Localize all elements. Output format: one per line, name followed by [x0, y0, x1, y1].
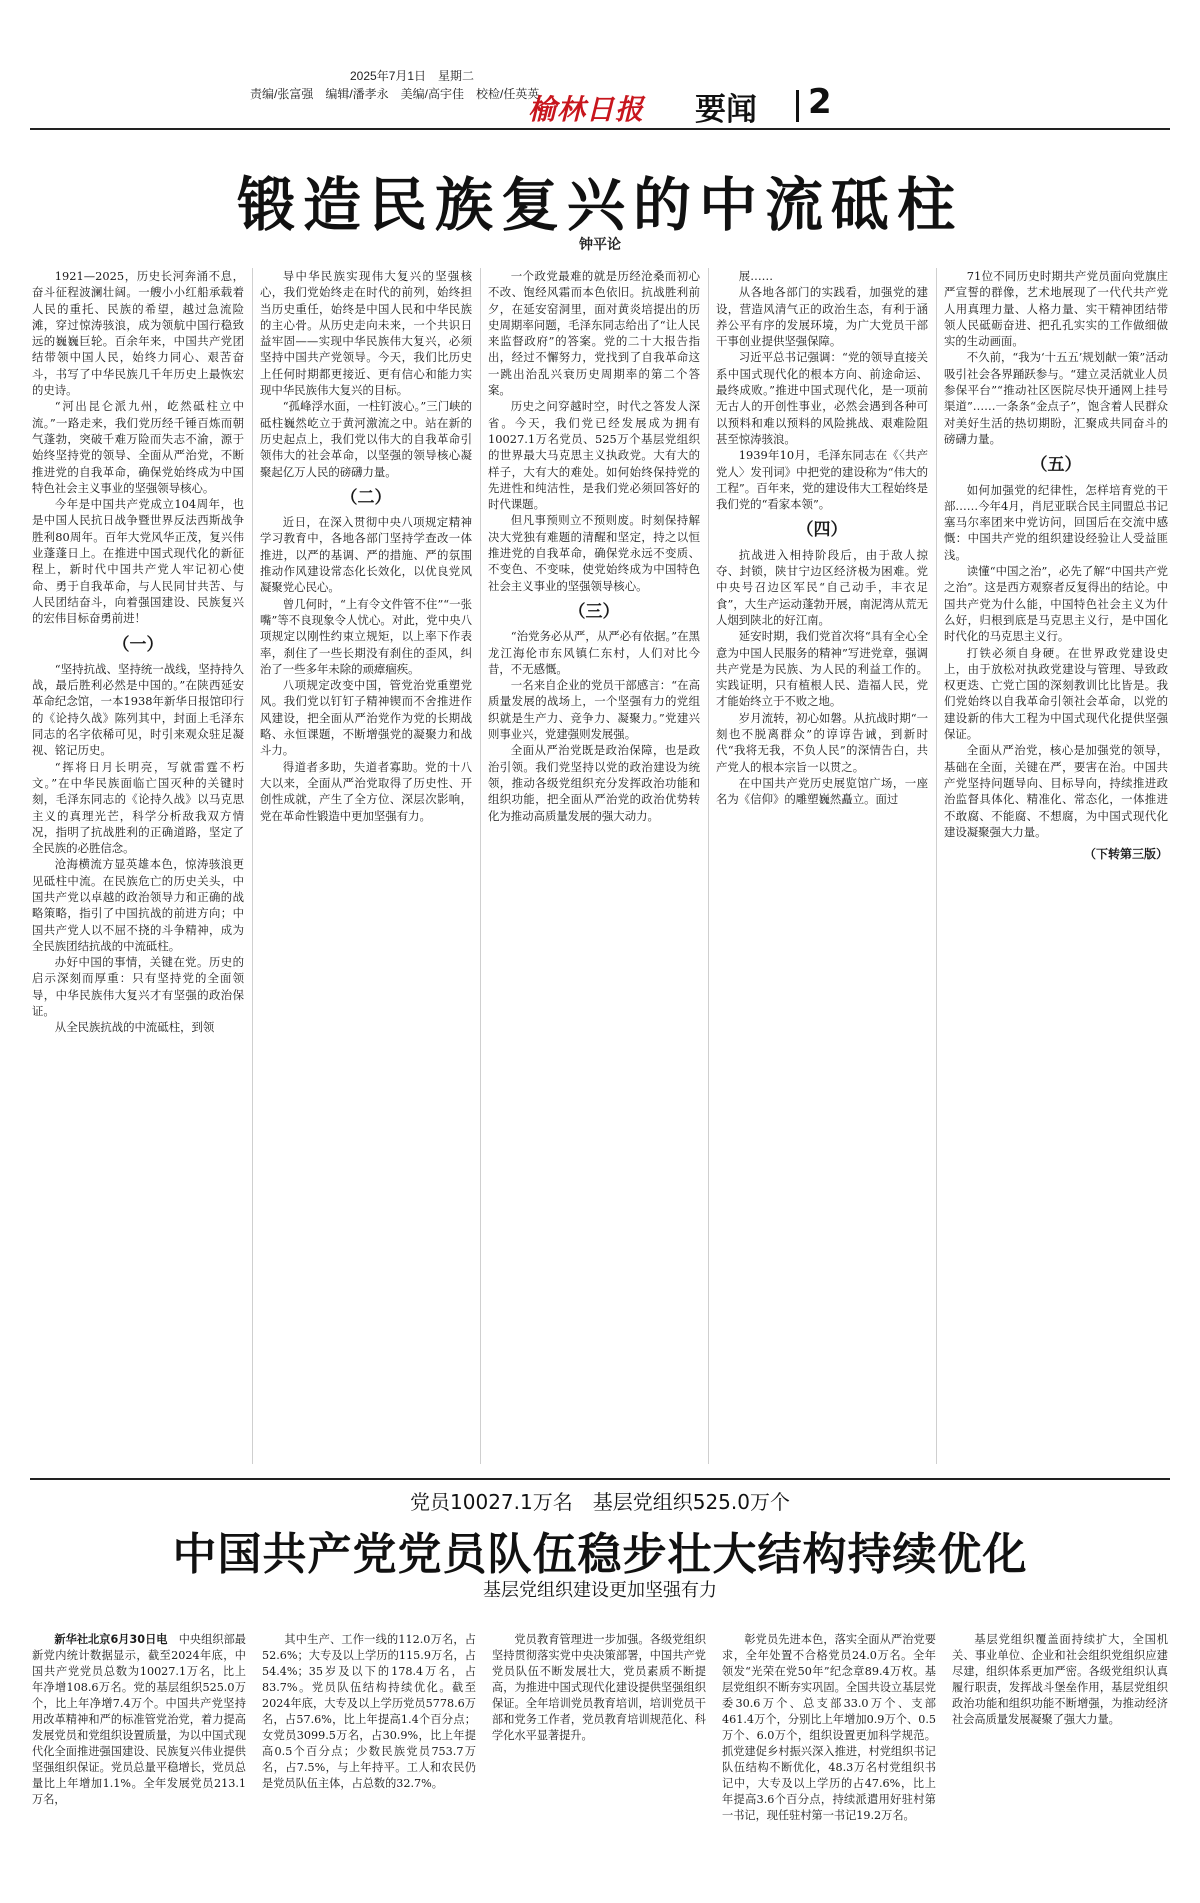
page-number: 2	[808, 82, 832, 122]
article-column	[32, 268, 244, 1464]
paragraph: 沧海横流方显英雄本色，惊涛骇浪更见砥柱中流。在民族危亡的历史关头，中国共产党以卓越的政治领导力和正确的战略策略，指引了中国抗战的前进方向；中国共产党人以不屈不挠的斗争精神，成为全民族团结抗战的中流砥柱。	[32, 857, 244, 953]
paragraph	[32, 1632, 246, 1808]
paragraph: 从全民族抗战的中流砥柱，到领	[54, 1020, 215, 1035]
paragraph: 办好中国的事情，关键在党。历史的启示深刻而厚重：只有坚持党的全面领导，中华民族伟大复兴才有坚强的政治保证。	[32, 955, 244, 1019]
paragraph: “坚持抗战、坚持统一战线，坚持持久战，最后胜利必然是中国的。”在陕西延安革命纪念馆，一本1938年新华日报馆印行的《论持久战》陈列其中，封面上毛泽东同志的名字依稀可见，时引来观众驻足凝视、铭记历史。	[32, 661, 244, 758]
newspaper-logo: 榆林日报	[528, 93, 645, 126]
story2-subhead: 基层党组织建设更加坚强有力	[483, 1580, 717, 1601]
paragraph: 近日，在深入贯彻中央八项规定精神学习教育中，各地各部门坚持学查改一体推进，以严的基调、严的措施、严的氛围推动作风建设常态化长效化，以优良党风凝聚党心民心。	[260, 515, 472, 595]
paragraph: 一名来自企业的党员干部感言：“在高质量发展的战场上，一个坚强有力的党组织就是生产力、竞争力、凝聚力。”党建兴则事业兴，党建强则发展强。	[488, 678, 700, 742]
paragraph: 1939年10月，毛泽东同志在《〈共产党人〉发刊词》中把党的建设称为“伟大的工程”。百年来，党的建设伟大工程始终是我们党的“看家本领”。	[716, 448, 928, 512]
article-column	[722, 1632, 936, 1894]
lead-byline: 钟平论	[579, 237, 621, 253]
paragraph: 习近平总书记强调：“党的领导直接关系中国式现代化的根本方向、前途命运、最终成败。”推进中国式现代化，是一项前无古人的开创性事业，必然会遇到各种可以预料和难以预料的风险挑战、艰难险阻甚至惊涛骇浪。	[716, 350, 928, 446]
section-divider	[796, 90, 799, 122]
paragraph: “挥将日月长明亮，写就雷霆不朽文。”在中华民族面临亡国灭种的关键时刻，毛泽东同志的《论持久战》以马克思主义的真理光芒，科学分析敌我双方情况，指明了抗战胜利的正确道路，坚定了全民族的必胜信念。	[32, 759, 244, 856]
section-heading: （五）	[1030, 455, 1082, 476]
paragraph: 基层党组织覆盖面持续扩大，全国机关、事业单位、企业和社会组织党组织应建尽建，组织体系更加严密。各级党组织认真履行职责，发挥战斗堡垒作用，基层党组织政治功能和组织功能不断增强，为推动经济社会高质量发展凝聚了强大力量。	[952, 1633, 1168, 1726]
article-column	[262, 1632, 476, 1894]
lead-article-body	[32, 268, 1168, 1464]
paragraph-text: 中央组织部最新党内统计数据显示，截至2024年底，中国共产党党员总数为10027.1万名，比上年净增108.6万名。党的基层组织525.0万个，比上年净增7.4万个。中国共产党坚持用改革精神和严的标准管党治党，着力提高发展党员和党组织设置质量，为以中国式现代化全面推进强国建设、民族复兴伟业提供坚强组织保证。党员总量平稳增长，党员总量比上年增加1.1%。全年发展党员213.1万名，	[32, 1633, 246, 1806]
section-name: 要闻	[695, 92, 757, 128]
staff-credits: 责编/张富强 编辑/潘孝永 美编/高宇佳 校检/任英英	[250, 87, 540, 101]
paragraph: “河出昆仑派九州，屹然砥柱立中流。”一路走来，我们党历经千锤百炼而朝气蓬勃，突破千难万险而失志不渝，源于始终坚持党的领导、全面从严治党，不断推进党的自我革命，确保党始终成为中国特色社会主义事业的坚强领导核心。	[32, 399, 244, 495]
paragraph: 展……	[738, 269, 773, 283]
paragraph: 读懂“中国之治”，必先了解“中国共产党之治”。这是西方观察者反复得出的结论。中国共产党为什么能，中国特色社会主义为什么好，归根到底是马克思主义行，是中国化时代化的马克思主义行。	[944, 564, 1168, 644]
column-divider	[708, 268, 709, 1464]
page-meta	[250, 69, 540, 102]
section-heading: （二）	[340, 487, 392, 508]
paragraph: 抗战进入相持阶段后，由于敌人掠夺、封锁，陕甘宁边区经济极为困难。党中央号召边区军民“自己动手，丰衣足食”，大生产运动蓬勃开展，南泥湾从荒无人烟到陕北的好江南。	[716, 547, 928, 627]
paragraph: 如何加强党的纪律性，怎样培育党的干部……今年4月，肖尼亚联合民主同盟总书记塞马尔率团来中党访问，回国后在交流中感慨：中国共产党的组织建设经验让人受益匪浅。	[944, 482, 1168, 562]
issue-date: 2025年7月1日 星期二	[350, 69, 475, 83]
paragraph: 彰党员先进本色，落实全面从严治党要求，全年处置不合格党员24.0万名。全年领发“光荣在党50年”纪念章89.4万枚。基层党组织不断夯实巩固。全国共设立基层党委30.6万个、总支部33.0万个、支部461.4万个，分别比上年增加0.9万个、0.5万个、6.0万个，组织设置更加科学规范。抓党建促乡村振兴深入推进，村党组织书记队伍结构不断优化，48.3万名村党组织书记中，大专及以上学历的占47.6%，比上年提高3.6个百分点，持续派遣用好驻村第一书记，现任驻村第一书记19.2万名。	[722, 1633, 936, 1822]
lead-headline: 锻造民族复兴的中流砥柱	[236, 171, 963, 239]
section-heading: （三）	[568, 601, 620, 622]
column-divider	[252, 268, 253, 1464]
paragraph: 八项规定改变中国，管党治党重塑党风。我们党以钉钉子精神锲而不舍推进作风建设，把全面从严治党作为党的长期战略、永恒课题，不断增强党的凝聚力和战斗力。	[260, 678, 472, 758]
paragraph: 历史之问穿越时空，时代之答发人深省。今天，我们党已经发展成为拥有10027.1万名党员、525万个基层党组织的世界最大马克思主义执政党。大有大的样子，大有大的难处。如何始终保持党的先进性和纯洁性，是我们党必须回答好的时代课题。	[488, 399, 700, 512]
paragraph: 全面从严治党，核心是加强党的领导，基础在全面，关键在严，要害在治。中国共产党坚持问题导向、目标导向，持续推进政治监督具体化、精准化、常态化，一体推进不敢腐、不能腐、不想腐，为中国式现代化建设凝聚强大力量。	[944, 743, 1168, 839]
paragraph: 从各地各部门的实践看，加强党的建设，营造风清气正的政治生态，有利于涵养公平有序的发展环境，为广大党员干部干事创业提供坚强保障。	[716, 285, 928, 349]
paragraph: 导中华民族实现伟大复兴的坚强核心，我们党始终走在时代的前列，始终担当历史重任，始终是中国人民和中华民族的主心骨。从历史走向未来，一个共识日益牢固——实现中华民族伟大复兴，必须坚持中国共产党领导。今天，我们比历史上任何时期都更接近、更有信心和能力实现中华民族伟大复兴的目标。	[260, 269, 472, 398]
paragraph: 其中生产、工作一线的112.0万名，占52.6%；大专及以上学历的115.9万名，占54.4%；35岁及以下的178.4万名，占83.7%。党员队伍结构持续优化。截至2024年底，大专及以上学历党员5778.6万名，占57.6%，比上年提高1.4个百分点；女党员3099.5万名，占30.9%，比上年提高0.5个百分点；少数民族党员753.7万名，占7.5%，与上年持平。工人和农民仍是党员队伍主体，占总数的32.7%。	[262, 1633, 476, 1790]
paragraph: 但凡事预则立不预则废。时刻保持解决大党独有难题的清醒和坚定，持之以恒推进党的自我革命，确保党永远不变质、不变色、不变味，使党始终成为中国特色社会主义事业的坚强领导核心。	[488, 513, 700, 593]
paragraph: “孤峰浮水面，一柱钉波心。”三门峡的砥柱巍然屹立于黄河激流之中。站在新的历史起点上，我们党以伟大的自我革命引领伟大的社会革命，以坚强的领导核心凝聚起亿万人民的磅礴力量。	[260, 399, 472, 479]
paragraph: 在中国共产党历史展览馆广场，一座名为《信仰》的雕塑巍然矗立。面过	[716, 775, 928, 807]
article-column	[32, 1632, 246, 1894]
paragraph: 不久前，“我为‘十五五’规划献一策”活动吸引社会各界踊跃参与。“建立灵活就业人员参保平台”“推动社区医院尽快开通网上挂号渠道”……一条条“金点子”，饱含着人民群众对美好生活的热切期盼，汇聚成共同奋斗的磅礴力量。	[944, 350, 1168, 446]
masthead	[0, 0, 1200, 128]
story2-kicker: 党员10027.1万名 基层党组织525.0万个	[410, 1490, 790, 1514]
article-column	[488, 268, 700, 1464]
paragraph: 打铁必须自身硬。在世界政党建设史上，由于放松对执政党建设与管理、导致政权更迭、亡党亡国的深刻教训比比皆是。我们党始终以自我革命引领社会革命，以党的建设新的伟大工程为中国式现代化提供坚强保证。	[944, 645, 1168, 742]
paragraph: 一个政党最难的就是历经沧桑而初心不改、饱经风霜而本色依旧。抗战胜利前夕，在延安窑洞里，面对黄炎培提出的历史周期率问题，毛泽东同志给出了“让人民来监督政府”的答案。党的二十大报告指出，经过不懈努力，党找到了自我革命这一跳出治乱兴衰历史周期率的第二个答案。	[488, 269, 700, 398]
section-heading: （四）	[796, 520, 848, 541]
column-divider	[936, 268, 937, 1464]
paragraph: 得道者多助，失道者寡助。党的十八大以来，全面从严治党取得了历史性、开创性成就，产生了全方位、深层次影响，党在革命性锻造中更加坚强有力。	[260, 759, 472, 823]
article-column	[952, 1632, 1168, 1894]
masthead-rule	[30, 128, 1170, 130]
story2-headline: 中国共产党党员队伍稳步壮大结构持续优化	[172, 1529, 1028, 1580]
paragraph: 全面从严治党既是政治保障，也是政治引领。我们党坚持以党的政治建设为统领，推动各级党组织充分发挥政治功能和组织功能，把全面从严治党的政治优势转化为推动高质量发展的强大动力。	[488, 743, 700, 823]
paragraph: 1921—2025，历史长河奔涌不息，奋斗征程波澜壮阔。一艘小小红船承载着人民的重托、民族的希望，越过急流险滩，穿过惊涛骇浪，成为领航中国行稳致远的巍巍巨轮。百余年来，中国共产党团结带领中国人民，始终力同心、艰苦奋斗，书写了中华民族几千年历史上最恢宏的史诗。	[32, 269, 244, 398]
continued-note: （下转第三版）	[1083, 847, 1168, 862]
story-divider	[30, 1478, 1170, 1480]
paragraph: 曾几何时，“上有令文件管不住”“一张嘴”等不良现象令人忧心。对此，党中央八项规定以刚性约束立规矩，以上率下作表率，刹住了一些长期没有刹住的歪风，纠治了一些多年未除的顽瘴痼疾。	[260, 596, 472, 676]
paragraph: “治党务必从严，从严必有依据。”在黑龙江海伦市东风镇仁东村，人们对比今昔，不无感慨。	[488, 629, 700, 676]
section-heading: （一）	[112, 634, 164, 655]
article-column	[944, 268, 1168, 1464]
paragraph: 71位不同历史时期共产党员面向党旗庄严宣誓的群像，艺术地展现了一代代共产党人用真理力量、人格力量、实干精神团结带领人民砥砺奋进、把孔孔实实的工作做细做实的生动画面。	[944, 269, 1168, 349]
story2-body	[32, 1632, 1168, 1894]
paragraph: 党员教育管理进一步加强。各级党组织坚持贯彻落实党中央决策部署，中国共产党党员队伍不断发展壮大，党员素质不断提高，为推进中国式现代化建设提供坚强组织保证。全年培训党员教育培训，培训党员干部和党务工作者，党员教育培训规范化、科学化水平显著提升。	[492, 1633, 706, 1742]
dateline: 新华社北京6月30日电	[54, 1633, 168, 1646]
paragraph: 今年是中国共产党成立104周年，也是中国人民抗日战争暨世界反法西斯战争胜利80周年。百年大党风华正茂，复兴伟业蓬蓬日上。在推进中国式现代化的新征程上，新时代中国共产党人牢记初心使命、勇于自我革命，与人民同甘共苦、与人民团结奋斗，向着强国建设、民族复兴的宏伟目标奋勇前进！	[32, 497, 244, 626]
paragraph: 延安时期，我们党首次将“具有全心全意为中国人民服务的精神”写进党章，强调共产党是为民族、为人民的利益工作的。实践证明，只有植根人民、造福人民，党才能始终立于不败之地。	[716, 629, 928, 709]
article-column	[716, 268, 928, 1464]
article-column	[492, 1632, 706, 1894]
paragraph: 岁月流转，初心如磐。从抗战时期“一刻也不脱离群众”的谆谆告诫，到新时代“我将无我，不负人民”的深情告白，共产党人的根本宗旨一以贯之。	[716, 710, 928, 774]
article-column	[260, 268, 472, 1464]
column-divider	[480, 268, 481, 1464]
